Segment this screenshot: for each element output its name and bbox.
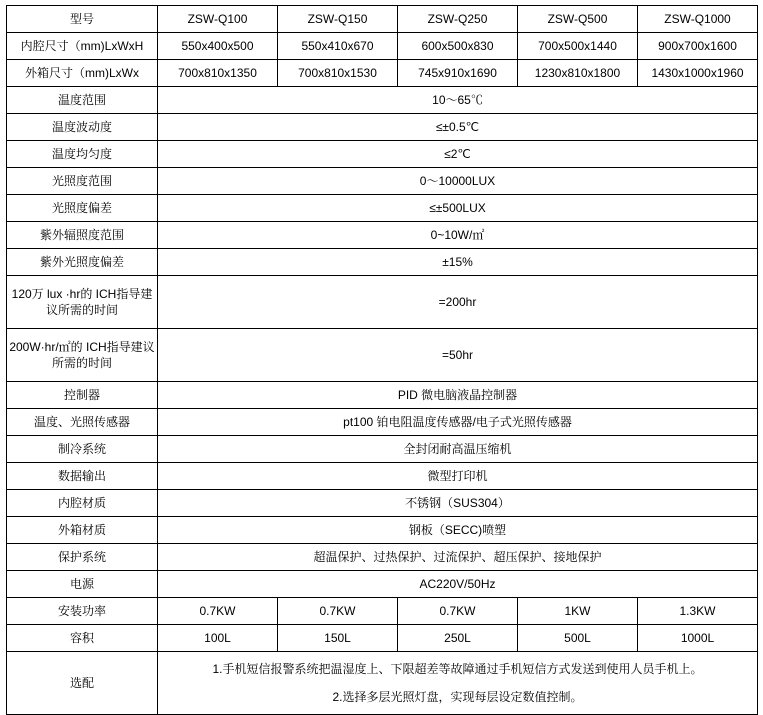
- cell-data-output: 微型打印机: [158, 463, 758, 490]
- cell-uv-illum-deviation: ±15%: [158, 249, 758, 276]
- cell-illum-deviation: ≤±500LUX: [158, 195, 758, 222]
- cell-power-supply: AC220V/50Hz: [158, 571, 758, 598]
- cell-volume-2: 150L: [278, 625, 398, 652]
- row-label-inner-size: 内腔尺寸（mm)LxWxH: [7, 33, 158, 60]
- table-row: [7, 195, 758, 222]
- row-label-data-output: 数据输出: [7, 463, 158, 490]
- table-row: [7, 652, 758, 715]
- table-row: [7, 329, 758, 382]
- optional-line-1: 1.手机短信报警系统把温湿度上、下限超差等故障通过手机短信方式发送到使用人员手机上。: [212, 661, 703, 676]
- cell-optional: [158, 652, 758, 715]
- table-row: [7, 490, 758, 517]
- table-row: [7, 436, 758, 463]
- table-row: [7, 544, 758, 571]
- cell-outer-material: 钢板（SECC)喷塑: [158, 517, 758, 544]
- table-row: [7, 382, 758, 409]
- row-label-illum-range: 光照度范围: [7, 168, 158, 195]
- row-label-temp-fluctuation: 温度波动度: [7, 114, 158, 141]
- row-label-outer-size: 外箱尺寸（mm)LxWx: [7, 60, 158, 87]
- table-row: [7, 571, 758, 598]
- cell-inner-material: 不锈钢（SUS304）: [158, 490, 758, 517]
- table-row: [7, 141, 758, 168]
- table-row: [7, 168, 758, 195]
- table-row: [7, 517, 758, 544]
- cell-uv-irradiance-range: 0~10W/㎡: [158, 222, 758, 249]
- cell-model-1: ZSW-Q100: [158, 6, 278, 33]
- cell-inner-size-5: 900x700x1600: [638, 33, 758, 60]
- cell-outer-size-2: 700x810x1530: [278, 60, 398, 87]
- cell-model-2: ZSW-Q150: [278, 6, 398, 33]
- row-label-ich-lux-time: 120万 lux ·hr的 ICH指导建议所需的时间: [7, 276, 158, 329]
- table-row: [7, 60, 758, 87]
- cell-power-2: 0.7KW: [278, 598, 398, 625]
- cell-temp-fluctuation: ≤±0.5℃: [158, 114, 758, 141]
- row-label-illum-deviation: 光照度偏差: [7, 195, 158, 222]
- row-label-ich-uv-time: 200W·hr/㎡的 ICH指导建议所需的时间: [7, 329, 158, 382]
- row-label-outer-material: 外箱材质: [7, 517, 158, 544]
- row-label-refrigeration: 制冷系统: [7, 436, 158, 463]
- cell-volume-4: 500L: [518, 625, 638, 652]
- row-label-temp-range: 温度范围: [7, 87, 158, 114]
- cell-ich-uv-time: =50hr: [158, 329, 758, 382]
- cell-controller: PID 微电脑液晶控制器: [158, 382, 758, 409]
- cell-sensors: pt100 铂电阻温度传感器/电子式光照传感器: [158, 409, 758, 436]
- row-label-controller: 控制器: [7, 382, 158, 409]
- cell-outer-size-1: 700x810x1350: [158, 60, 278, 87]
- table-row: [7, 33, 758, 60]
- table-row: [7, 6, 758, 33]
- cell-model-3: ZSW-Q250: [398, 6, 518, 33]
- row-label-installed-power: 安装功率: [7, 598, 158, 625]
- spec-sheet: [0, 5, 763, 704]
- table-row: [7, 625, 758, 652]
- row-label-optional: 选配: [7, 652, 158, 715]
- row-label-volume: 容积: [7, 625, 158, 652]
- cell-outer-size-5: 1430x1000x1960: [638, 60, 758, 87]
- table-row: [7, 598, 758, 625]
- cell-power-5: 1.3KW: [638, 598, 758, 625]
- row-label-inner-material: 内腔材质: [7, 490, 158, 517]
- row-label-uv-illum-deviation: 紫外光照度偏差: [7, 249, 158, 276]
- table-row: [7, 276, 758, 329]
- cell-inner-size-2: 550x410x670: [278, 33, 398, 60]
- cell-power-4: 1KW: [518, 598, 638, 625]
- table-row: [7, 249, 758, 276]
- cell-refrigeration: 全封闭耐高温压缩机: [158, 436, 758, 463]
- row-label-uv-irradiance-range: 紫外辐照度范围: [7, 222, 158, 249]
- row-label-power-supply: 电源: [7, 571, 158, 598]
- row-label-model: 型号: [7, 6, 158, 33]
- cell-volume-3: 250L: [398, 625, 518, 652]
- cell-temp-range: 10～65℃: [158, 87, 758, 114]
- cell-temp-uniformity: ≤2℃: [158, 141, 758, 168]
- row-label-protection: 保护系统: [7, 544, 158, 571]
- cell-outer-size-4: 1230x810x1800: [518, 60, 638, 87]
- row-label-temp-uniformity: 温度均匀度: [7, 141, 158, 168]
- cell-inner-size-4: 700x500x1440: [518, 33, 638, 60]
- cell-protection: 超温保护、过热保护、过流保护、超压保护、接地保护: [158, 544, 758, 571]
- optional-line-2: 2.选择多层光照灯盘，实现每层设定数值控制。: [332, 690, 583, 704]
- cell-ich-lux-time: =200hr: [158, 276, 758, 329]
- row-label-sensors: 温度、光照传感器: [7, 409, 158, 436]
- cell-inner-size-1: 550x400x500: [158, 33, 278, 60]
- cell-outer-size-3: 745x910x1690: [398, 60, 518, 87]
- table-row: [7, 463, 758, 490]
- specification-table: [6, 5, 758, 715]
- table-row: [7, 87, 758, 114]
- cell-illum-range: 0～10000LUX: [158, 168, 758, 195]
- table-row: [7, 222, 758, 249]
- cell-power-1: 0.7KW: [158, 598, 278, 625]
- cell-volume-1: 100L: [158, 625, 278, 652]
- cell-inner-size-3: 600x500x830: [398, 33, 518, 60]
- cell-power-3: 0.7KW: [398, 598, 518, 625]
- cell-model-4: ZSW-Q500: [518, 6, 638, 33]
- cell-model-5: ZSW-Q1000: [638, 6, 758, 33]
- table-row: [7, 409, 758, 436]
- table-row: [7, 114, 758, 141]
- cell-volume-5: 1000L: [638, 625, 758, 652]
